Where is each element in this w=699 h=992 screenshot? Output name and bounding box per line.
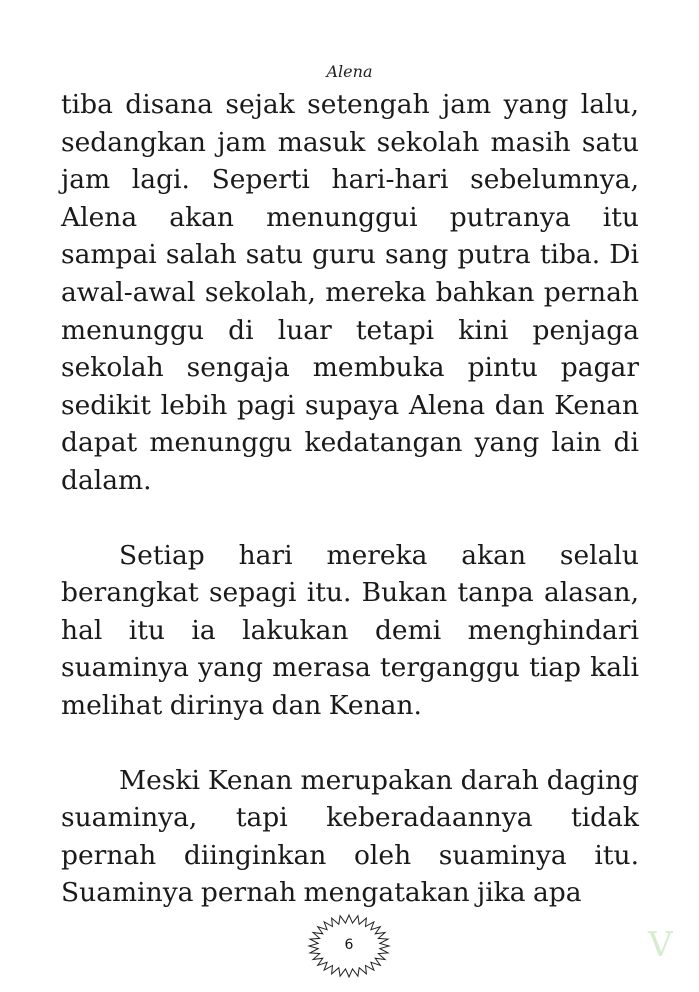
page-body [61, 86, 639, 912]
running-header: Alena [326, 62, 373, 81]
paragraph-3: Meski Kenan merupakan darah daging suaminya, tapi keberadaannya tidak pernah diinginkan oleh suaminya itu. Suaminya pernah mengatakan jika apa [61, 764, 639, 909]
paragraph-2: Setiap hari mereka akan selalu berangkat sepagi itu. Bukan tanpa alasan, hal itu ia lakukan demi menghindari suaminya yang merasa terganggu tiap kali melihat dirinya dan Kenan. [61, 539, 639, 721]
page-number: 6 [344, 937, 354, 953]
corner-watermark: V [648, 925, 673, 965]
paragraph-1: tiba disana sejak setengah jam yang lalu, sedangkan jam masuk sekolah masih satu jam lagi. Seperti hari-hari sebelumnya, Alena akan menunggui putranya itu sampai salah satu guru sang putra tiba. Di awal-awal sekolah, mereka bahkan pernah menunggu di luar tetapi kini penjaga sekolah sengaja membuka pintu pagar sedikit lebih pagi supaya Alena dan Kenan dapat menunggu kedatangan yang lain di dalam. [61, 89, 639, 496]
page-number-badge [307, 913, 391, 981]
